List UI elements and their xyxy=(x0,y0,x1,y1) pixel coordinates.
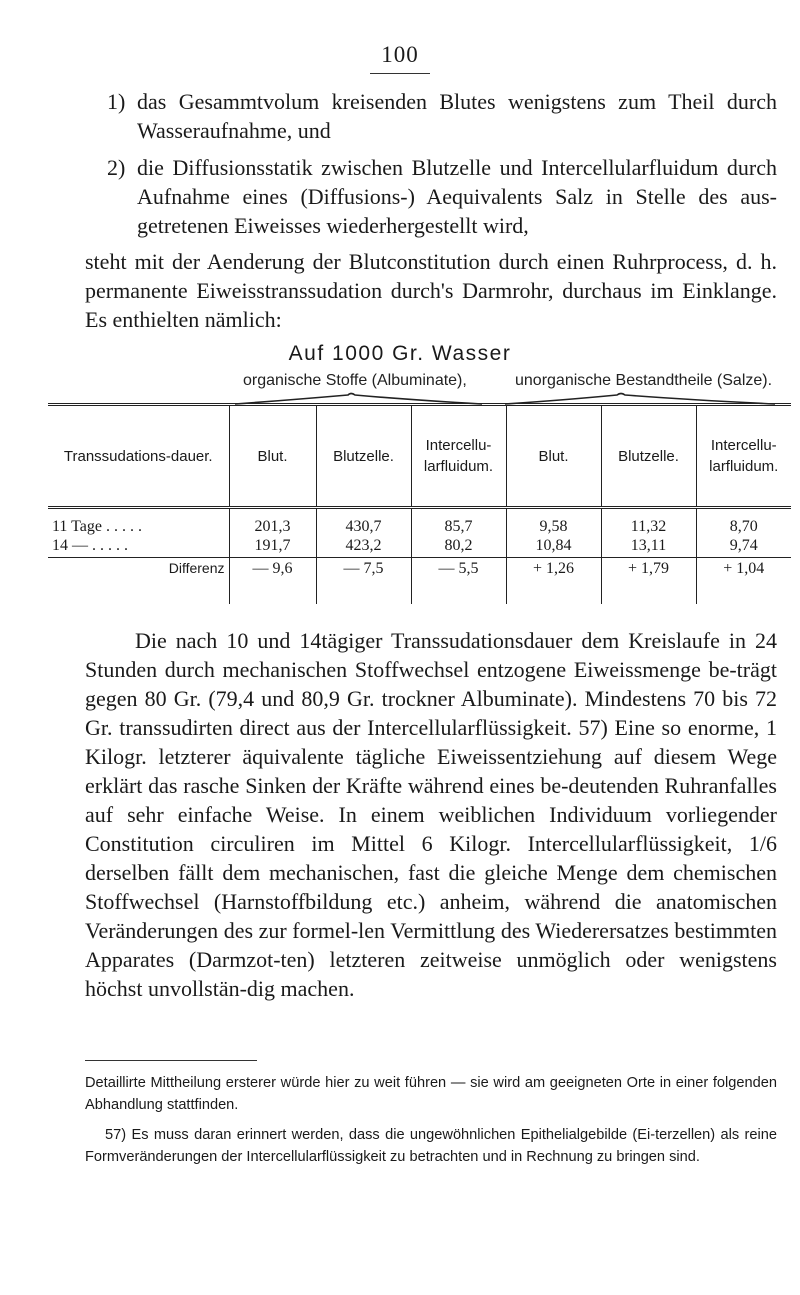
table-row xyxy=(48,536,791,558)
difference-label: Differenz xyxy=(168,560,225,576)
table-cell: 80,2 xyxy=(411,536,506,558)
table-cell: 423,2 xyxy=(316,536,411,558)
group-label-organic: organische Stoffe (Albuminate), xyxy=(243,372,467,389)
difference-cell: — 7,5 xyxy=(316,558,411,605)
row-label: 14 — . . . . . xyxy=(48,536,229,558)
difference-cell: — 5,5 xyxy=(411,558,506,605)
table-heading: Auf 1000 Gr. Wasser xyxy=(288,342,512,365)
list-item-1 xyxy=(107,87,777,145)
difference-cell: + 1,79 xyxy=(601,558,696,605)
difference-row xyxy=(48,558,791,605)
table-cell: 191,7 xyxy=(229,536,316,558)
list-item-1-number: 1) xyxy=(107,89,126,114)
table-cell: 85,7 xyxy=(411,508,506,537)
group-label-inorganic: unorganische Bestandtheile (Salze). xyxy=(515,372,773,389)
footnote-1: Detaillirte Mittheilung ersterer würde hier zu weit führen — sie wird am geeigneten Orte in einer folgenden Abhandlung stattfinden. xyxy=(85,1075,777,1113)
paragraph-1: steht mit der Aenderung der Blutconstitution durch einen Ruhrprocess, d. h. permanente Eiweisstranssudation durch's Darmrohr, durchaus im Einklange. Es enthielten nämlich: xyxy=(85,249,777,332)
page-number-rule xyxy=(370,73,430,74)
list-item-2 xyxy=(107,153,777,240)
table-cell: 9,58 xyxy=(506,508,601,537)
difference-cell: + 1,04 xyxy=(696,558,791,605)
table-header-row xyxy=(48,405,791,508)
list-item-2-text: die Diffusionsstatik zwischen Blutzelle und Intercellularfluidum durch Aufnahme eines (Diffusions-) Aequivalents Salz in Stelle des aus-getretenen Eiweisses wiederhergestellt wird, xyxy=(137,155,777,238)
header-bloodcell-inorganic: Blutzelle. xyxy=(601,405,696,508)
list-item-2-number: 2) xyxy=(107,155,126,180)
table-cell: 11,32 xyxy=(601,508,696,537)
page-number: 100 xyxy=(381,42,419,67)
paragraph-2: Die nach 10 und 14tägiger Transsudationsdauer dem Kreislaufe in 24 Stunden durch mechanischen Stoffwechsel entzogene Eiweissmenge be-trägt gegen 80 Gr. (79,4 und 80,9 Gr. trockner Albuminate). Mindestens 70 bis 72 Gr. transsudirten direct aus der Intercellularflüssigkeit. 57) Eine so enorme, 1 Kilogr. letzterer äquivalente tägliche Eiweissentziehung auf diesem Wege erklärt das rasche Sinken der Kräfte während eines be-deutenden Ruhranfalles auf sehr einfache Weise. In einem weiblichen Individuum vorliegender Constitution circuliren im Mittel 6 Kilogr. Intercellularflüssigkeit, 1/6 derselben fällt dem mechanischen, fast die gleiche Menge dem chemischen Stoffwechsel (Harnstoffbildung etc.) anheim, während die anatomischen Veränderungen des zur formel-len Vermittlung des Wiederersatzes bestimmten Apparates (Darmzot-ten) letzteren zeitweise unmöglich oder wenigstens höchst unvollstän-dig machen. xyxy=(85,628,777,1001)
difference-cell: + 1,26 xyxy=(506,558,601,605)
header-blood-inorganic: Blut. xyxy=(506,405,601,508)
table-row xyxy=(48,508,791,537)
table-cell: 9,74 xyxy=(696,536,791,558)
row-label: 11 Tage . . . . . xyxy=(52,518,142,535)
footnote-rule xyxy=(85,1060,257,1061)
list-item-1-text: das Gesammtvolum kreisenden Blutes wenigstens zum Theil durch Wasseraufnahme, und xyxy=(137,89,777,143)
table-cell: 8,70 xyxy=(696,508,791,537)
data-table xyxy=(48,403,791,604)
footnote-57: 57) Es muss daran erinnert werden, dass die ungewöhnlichen Epithelialgebilde (Ei-terzellen) als reine Formveränderungen der Intercellularflüssigkeit zu betrachten und in Rechnung zu bringen sind. xyxy=(85,1127,777,1165)
header-bloodcell-organic: Blutzelle. xyxy=(316,405,411,508)
header-intercellular-organic: Intercellu-larfluidum. xyxy=(411,405,506,508)
header-intercellular-inorganic: Intercellu-larfluidum. xyxy=(696,405,791,508)
difference-cell: — 9,6 xyxy=(229,558,316,605)
header-duration: Transsudations-dauer. xyxy=(48,405,229,508)
table-cell: 13,11 xyxy=(601,536,696,558)
table-cell: 10,84 xyxy=(506,536,601,558)
table-cell: 201,3 xyxy=(229,508,316,537)
header-blood-organic: Blut. xyxy=(229,405,316,508)
table-cell: 430,7 xyxy=(316,508,411,537)
